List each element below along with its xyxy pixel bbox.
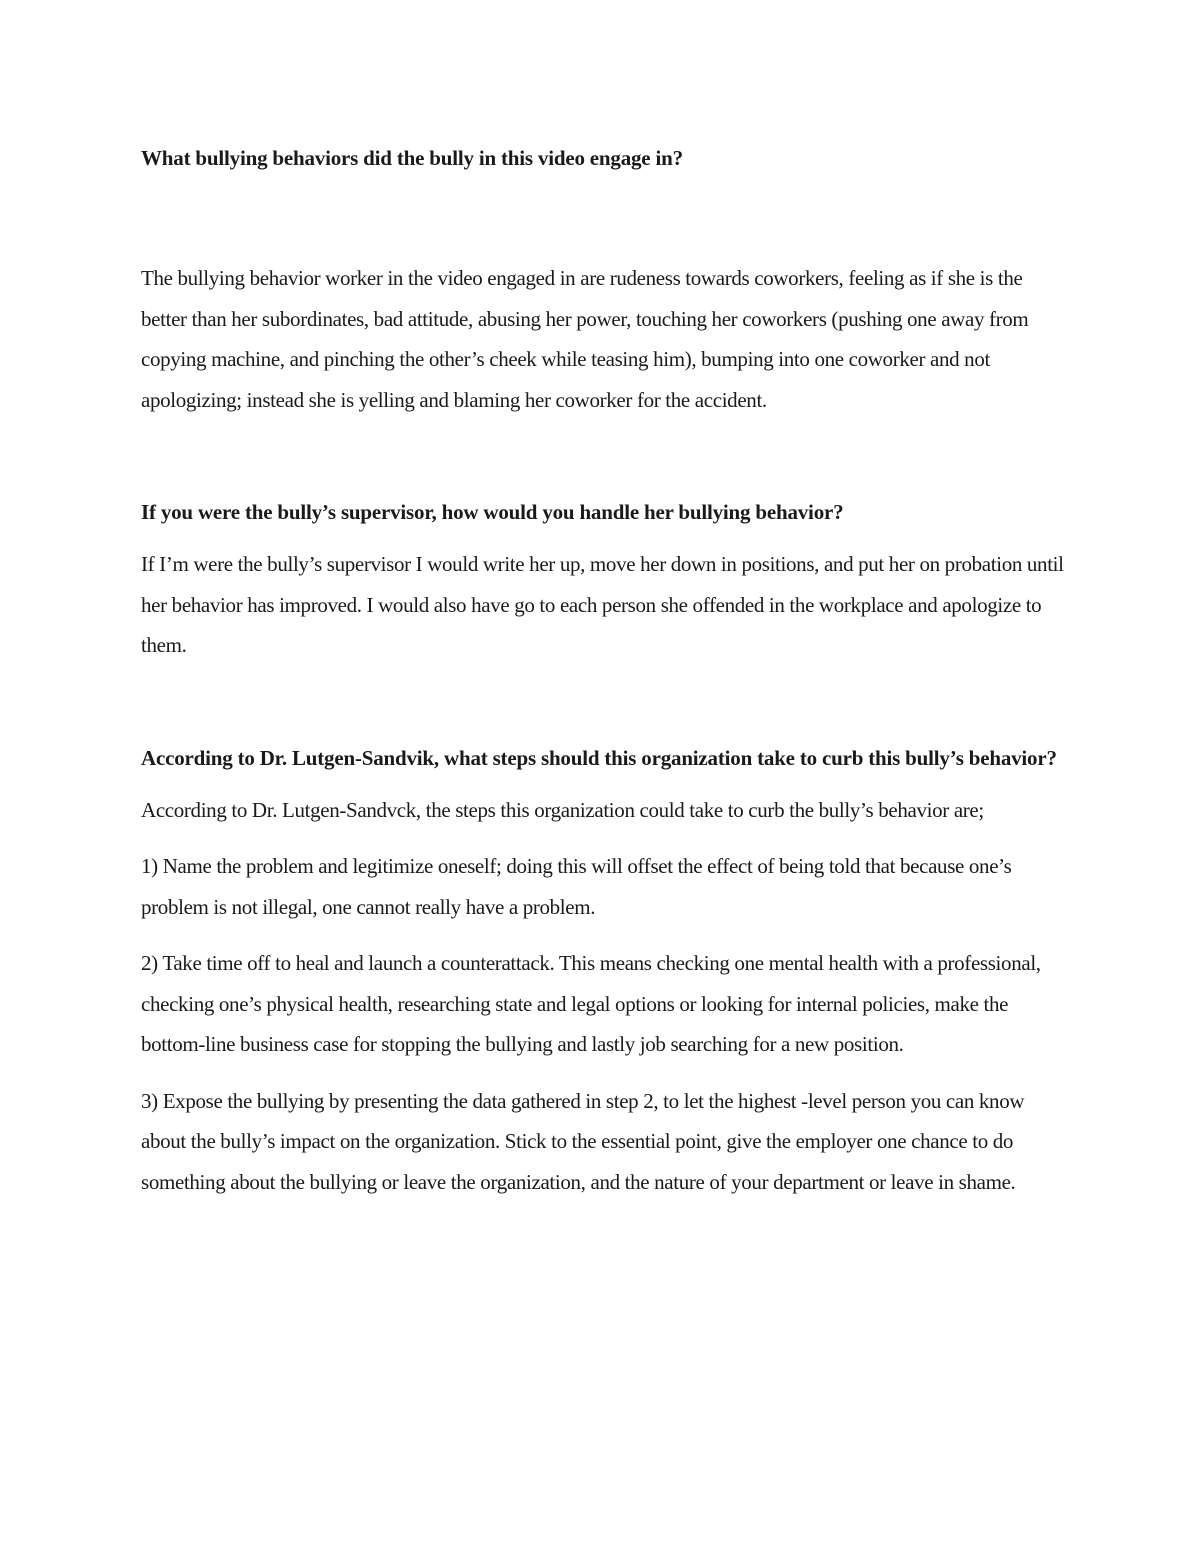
- answer-2-paragraph: If I’m were the bully’s supervisor I would write her up, move her down in positions, and put her on probation until her behavior has improved. I would also have go to each person she offended in the workplace and apologize to them.: [141, 552, 1064, 657]
- answer-3-intro-paragraph: According to Dr. Lutgen-Sandvck, the steps this organization could take to curb the bully’s behavior are;: [141, 797, 984, 822]
- question-1-heading: What bullying behaviors did the bully in this video engage in?: [141, 146, 683, 170]
- question-3-heading: According to Dr. Lutgen-Sandvik, what steps should this organization take to curb this bully’s behavior?: [141, 745, 1057, 770]
- answer-3-step-1: 1) Name the problem and legitimize oneself; doing this will offset the effect of being told that because one’s problem is not illegal, one cannot really have a problem.: [141, 854, 1012, 919]
- question-2-heading: If you were the bully’s supervisor, how would you handle her bullying behavior?: [141, 500, 844, 524]
- answer-3-step-3: 3) Expose the bullying by presenting the data gathered in step 2, to let the highest -level person you can know about the bully’s impact on the organization. Stick to the essential point, give the employer one chance to do something about the bullying or leave the organization, and the nature of your department or leave in shame.: [141, 1088, 1025, 1194]
- answer-1-paragraph: The bullying behavior worker in the video engaged in are rudeness towards coworkers, feeling as if she is the better than her subordinates, bad attitude, abusing her power, touching her coworkers (pushing one away from copying machine, and pinching the other’s cheek while teasing him), bumping into one coworker and not apologizing; instead she is yelling and blaming her coworker for the accident.: [141, 266, 1029, 412]
- document-body: [141, 138, 1071, 1202]
- answer-3-step-2: 2) Take time off to heal and launch a counterattack. This means checking one mental health with a professional, checking one’s physical health, researching state and legal options or looking for internal policies, make the bottom-line business case for stopping the bullying and lastly job searching for a new position.: [141, 951, 1041, 1056]
